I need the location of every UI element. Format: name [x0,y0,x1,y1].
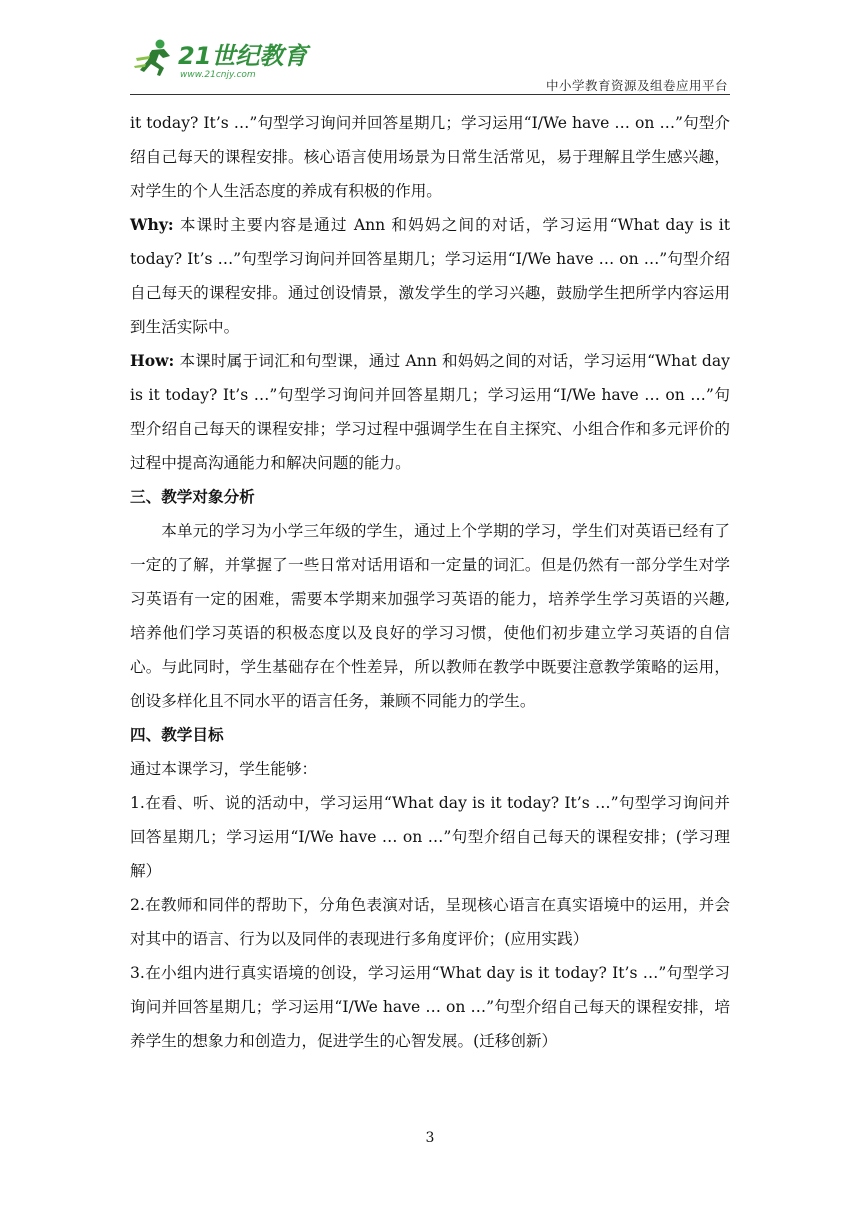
page-number: 3 [425,1130,435,1146]
section-body-learner-analysis: 本单元的学习为小学三年级的学生，通过上个学期的学习，学生们对英语已经有了一定的了解，并掌握了一些日常对话用语和一定量的词汇。但是仍然有一部分学生对学习英语有一定的困难，需要本学期来加强学习英语的能力，培养学生学习英语的兴趣, 培养他们学习英语的积极态度以及良好的学习习惯，使他们初步建立学习英语的自信心。与此同时，学生基础存在个性差异，所以教师在教学中既要注意教学策略的运用，创设多样化且不同水平的语言任务，兼顾不同能力的学生。 [130,522,730,710]
paragraph-lead-how: How: [130,351,175,370]
objectives-intro: 通过本课学习，学生能够： [130,760,318,778]
document-body [130,106,730,1058]
paragraph-why [130,208,730,344]
paragraph-text: 本课时主要内容是通过 Ann 和妈妈之间的对话，学习运用“What day is it today? It’s …”句型学习询问并回答星期几；学习运用“I/We have … on …”句型介绍自己每天的课程安排。通过创设情景，激发学生的学习兴趣，鼓励学生把所学内容运用到生活实际中。 [130,216,730,336]
objective-item-1: 1.在看、听、说的活动中，学习运用“What day is it today? It’s …”句型学习询问并回答星期几；学习运用“I/We have … on …”句型介绍自己每天的课程安排；(学习理解） [130,794,730,880]
objective-item-2: 2.在教师和同伴的帮助下，分角色表演对话，呈现核心语言在真实语境中的运用，并会对其中的语言、行为以及同伴的表现进行多角度评价；(应用实践） [130,896,730,948]
logo-url: www.21cnjy.com [180,70,256,80]
21cnjy-logo [130,36,330,82]
paragraph-what-continued [130,106,730,208]
paragraph-text: 本课时属于词汇和句型课，通过 Ann 和妈妈之间的对话，学习运用“What day is it today? It’s …”句型学习询问并回答星期几；学习运用“I/We have … on …”句型介绍自己每天的课程安排；学习过程中强调学生在自主探究、小组合作和多元评价的过程中提高沟通能力和解决问题的能力。 [130,352,730,472]
logo-wordmark: 21世纪教育 [178,42,308,70]
paragraph-lead-why: Why: [130,215,174,234]
paragraph-text: it today? It’s …”句型学习询问并回答星期几；学习运用“I/We have … on …”句型介绍自己每天的课程安排。核心语言使用场景为日常生活常见，易于理解且学生感兴趣，对学生的个人生活态度的养成有积极的作用。 [130,114,730,200]
header-divider [130,94,730,95]
header-tagline: 中小学教育资源及组卷应用平台 [545,78,728,93]
section-heading-objectives: 四、教学目标 [130,726,224,744]
section-heading-learner-analysis: 三、教学对象分析 [130,488,255,506]
objective-item-3: 3.在小组内进行真实语境的创设，学习运用“What day is it today? It’s …”句型学习询问并回答星期几；学习运用“I/We have … on …”句型介绍自己每天的课程安排，培养学生的想象力和创造力，促进学生的心智发展。(迁移创新） [130,964,730,1050]
paragraph-how [130,344,730,480]
